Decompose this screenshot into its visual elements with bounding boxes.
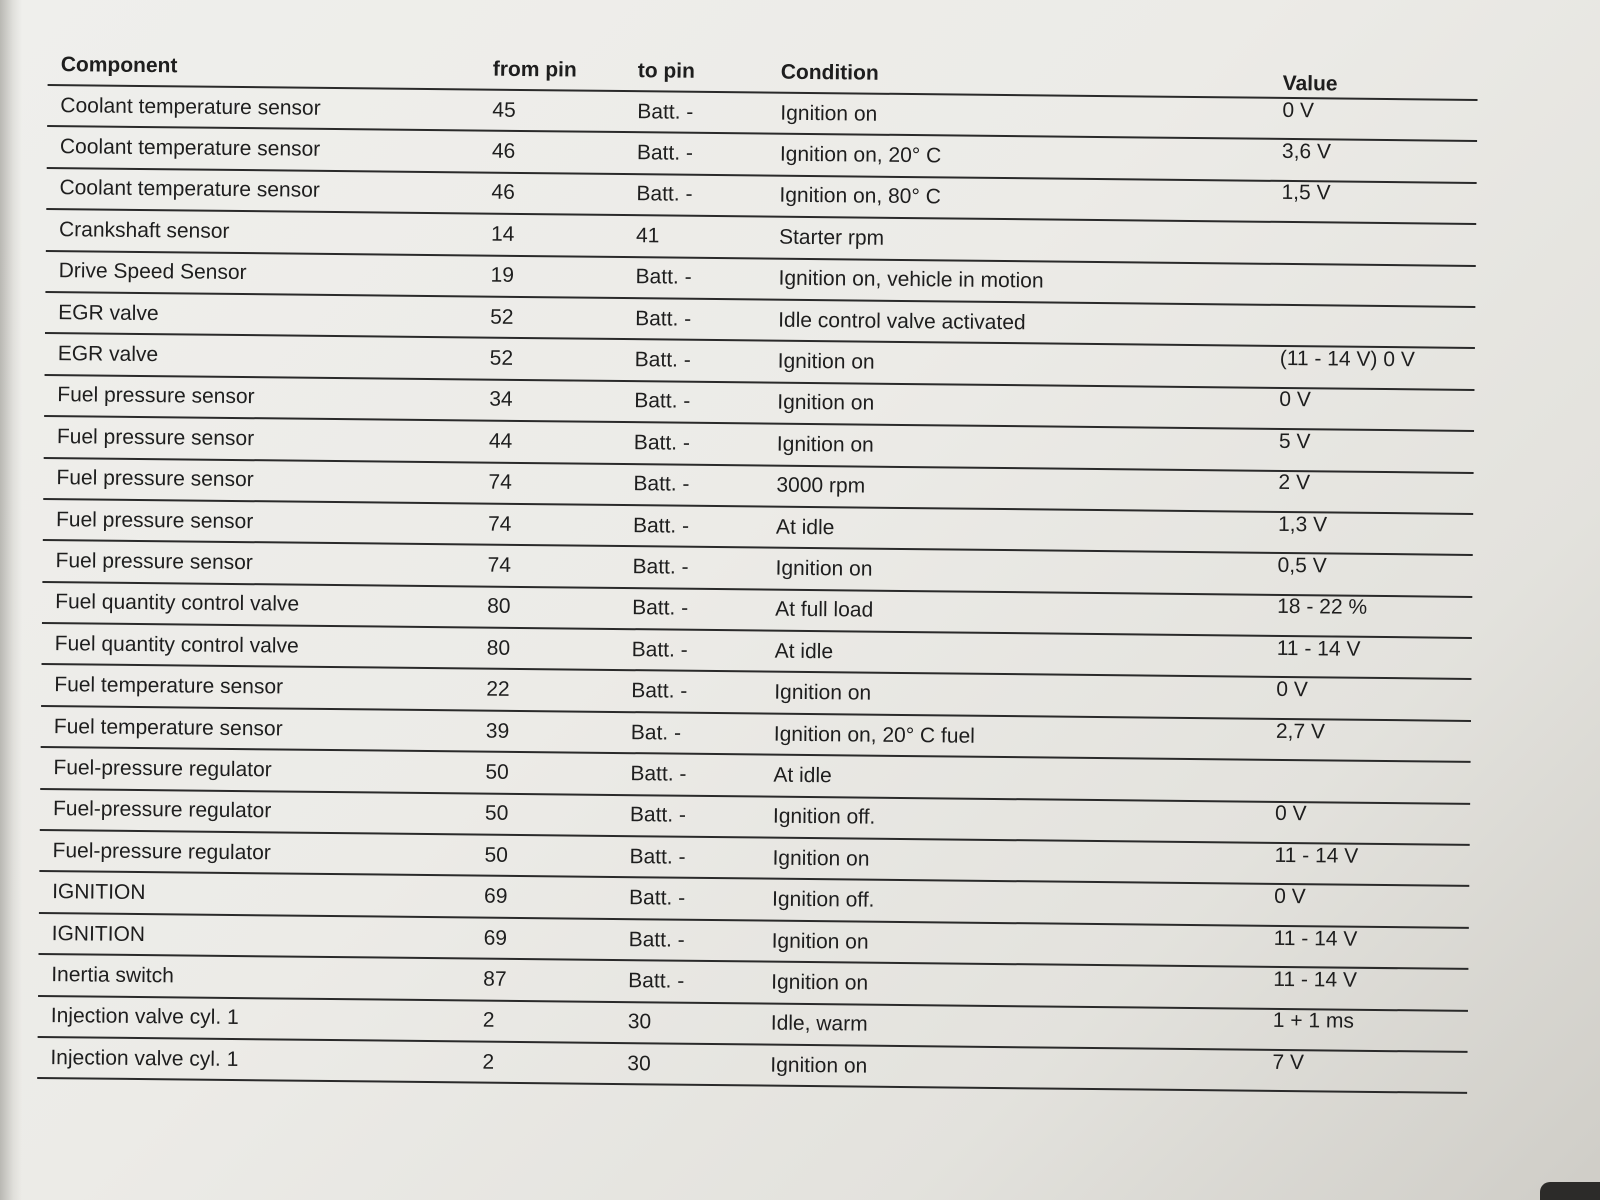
cell-component: Fuel pressure sensor <box>57 383 255 409</box>
page-shadow <box>0 0 22 1200</box>
cell-from-pin: 2 <box>482 1050 495 1074</box>
cell-component: Inertia switch <box>51 962 174 988</box>
header-to-pin: to pin <box>637 59 696 83</box>
cell-component: Fuel pressure sensor <box>55 507 254 533</box>
cell-to-pin: Batt. - <box>631 679 688 703</box>
cell-from-pin: 80 <box>487 595 511 619</box>
cell-to-pin: Bat. - <box>630 720 682 745</box>
pin-test-table <box>37 46 1478 1094</box>
cell-condition: 3000 rpm <box>776 473 866 498</box>
cell-to-pin: Batt. - <box>635 265 692 290</box>
cell-condition: Idle control valve activated <box>778 308 1026 334</box>
cell-condition: Idle, warm <box>770 1011 868 1036</box>
cell-condition: Ignition on <box>775 556 873 581</box>
cell-condition: Ignition on, 20° C <box>779 142 942 168</box>
cell-to-pin: Batt. - <box>628 969 685 993</box>
cell-condition: Ignition on <box>780 101 878 126</box>
cell-to-pin: Batt. - <box>635 306 692 331</box>
cell-condition: Ignition off. <box>772 804 876 830</box>
cell-component: Fuel pressure sensor <box>55 549 253 575</box>
cell-component: Crankshaft sensor <box>58 217 230 243</box>
cell-value: 0 V <box>1279 388 1312 412</box>
cell-to-pin: Batt. - <box>637 99 694 124</box>
cell-condition: Ignition on <box>774 680 872 705</box>
cell-from-pin: 50 <box>485 760 509 784</box>
cell-to-pin: Batt. - <box>633 472 690 496</box>
cell-from-pin: 74 <box>487 553 512 577</box>
cell-value: 0,5 V <box>1277 553 1327 578</box>
cell-from-pin: 39 <box>485 719 510 743</box>
cell-value: 7 V <box>1272 1050 1305 1074</box>
cell-value: 1 + 1 ms <box>1272 1009 1355 1034</box>
cell-to-pin: Batt. - <box>628 927 685 952</box>
cell-from-pin: 19 <box>490 263 515 288</box>
cell-condition: Ignition on <box>772 846 870 871</box>
cell-value: (11 - 14 V) 0 V <box>1279 346 1415 372</box>
cell-value <box>1271 235 1476 237</box>
cell-component: EGR valve <box>58 300 159 325</box>
cell-to-pin: Batt. - <box>630 762 687 786</box>
cell-to-pin: Batt. - <box>631 637 688 662</box>
cell-from-pin: 87 <box>483 967 507 991</box>
cell-to-pin: Batt. - <box>632 555 689 579</box>
cell-component: Fuel temperature sensor <box>53 714 283 741</box>
cell-value: 2,7 V <box>1275 719 1326 743</box>
cell-value: 11 - 14 V <box>1273 926 1358 951</box>
cell-component: Fuel pressure sensor <box>56 424 255 450</box>
cell-to-pin: Batt. - <box>636 141 694 165</box>
cell-condition: Ignition on <box>777 391 875 416</box>
cell-to-pin: 41 <box>635 224 660 248</box>
cell-component: Drive Speed Sensor <box>58 259 247 285</box>
cell-condition: Ignition on <box>777 349 875 374</box>
cell-from-pin: 80 <box>486 636 511 660</box>
background-corner <box>1540 1182 1600 1200</box>
cell-value: 3,6 V <box>1281 140 1332 164</box>
cell-component: Fuel-pressure regulator <box>52 797 272 823</box>
cell-component: Injection valve cyl. 1 <box>50 1045 239 1071</box>
cell-from-pin: 52 <box>490 305 514 329</box>
cell-value: 5 V <box>1278 429 1311 454</box>
cell-component: Fuel quantity control valve <box>54 631 299 658</box>
cell-from-pin: 52 <box>489 346 514 370</box>
cell-to-pin: Batt. - <box>634 348 691 372</box>
cell-value <box>1270 317 1475 319</box>
cell-value: 1,5 V <box>1281 181 1331 205</box>
cell-value: 11 - 14 V <box>1274 843 1359 868</box>
cell-condition: Ignition off. <box>771 887 875 912</box>
cell-to-pin: Batt. - <box>636 182 693 207</box>
cell-from-pin: 44 <box>488 429 513 453</box>
cell-from-pin: 45 <box>492 98 516 122</box>
cell-from-pin: 50 <box>484 843 509 867</box>
cell-to-pin: Batt. - <box>628 886 686 910</box>
cell-value: 0 V <box>1276 678 1308 702</box>
header-value: Value <box>1282 71 1338 96</box>
cell-value: 18 - 22 % <box>1277 595 1368 620</box>
cell-condition: At idle <box>775 515 835 539</box>
cell-condition: Ignition on, vehicle in motion <box>778 266 1044 293</box>
cell-component: EGR valve <box>57 342 159 367</box>
cell-component: Fuel-pressure regulator <box>53 756 272 782</box>
cell-from-pin: 74 <box>488 470 512 495</box>
cell-component: Coolant temperature sensor <box>60 93 321 120</box>
cell-condition: Ignition on <box>771 929 869 954</box>
cell-value: 0 V <box>1274 802 1307 826</box>
cell-from-pin: 22 <box>486 677 510 702</box>
cell-condition: Ignition on <box>771 970 869 995</box>
cell-from-pin: 46 <box>491 139 516 163</box>
cell-value: 11 - 14 V <box>1276 636 1361 661</box>
cell-component: Coolant temperature sensor <box>59 135 321 161</box>
cell-to-pin: 30 <box>627 1051 651 1076</box>
cell-component: Coolant temperature sensor <box>59 176 320 203</box>
cell-condition: Ignition on <box>770 1053 868 1078</box>
cell-component: Fuel quantity control valve <box>55 590 300 617</box>
cell-from-pin: 74 <box>487 512 512 536</box>
cell-value <box>1265 773 1470 775</box>
header-component: Component <box>60 53 178 78</box>
cell-to-pin: Batt. - <box>629 803 687 828</box>
cell-from-pin: 69 <box>483 926 508 950</box>
cell-from-pin: 14 <box>490 222 515 246</box>
cell-value: 0 V <box>1274 884 1306 909</box>
cell-from-pin: 2 <box>482 1008 495 1033</box>
cell-condition: Starter rpm <box>778 225 885 250</box>
cell-condition: At idle <box>773 763 832 788</box>
cell-condition: Ignition on, 20° C fuel <box>773 722 975 748</box>
cell-condition: Ignition on <box>776 432 874 457</box>
cell-component: Fuel-pressure regulator <box>52 838 271 865</box>
cell-from-pin: 69 <box>484 884 508 908</box>
header-condition: Condition <box>780 60 879 85</box>
cell-value: 11 - 14 V <box>1273 967 1358 992</box>
cell-value: 0 V <box>1282 98 1315 122</box>
cell-to-pin: Batt. - <box>632 596 689 621</box>
cell-component: Fuel temperature sensor <box>54 673 284 699</box>
table-body <box>37 86 1477 1094</box>
cell-from-pin: 46 <box>491 181 515 205</box>
cell-condition: At full load <box>775 598 874 623</box>
cell-component: IGNITION <box>51 921 146 946</box>
cell-value <box>1271 276 1476 278</box>
cell-component: Injection valve cyl. 1 <box>50 1004 239 1030</box>
cell-to-pin: Batt. - <box>629 844 686 869</box>
header-from-pin: from pin <box>492 57 577 82</box>
cell-to-pin: Batt. - <box>633 430 691 455</box>
cell-value: 1,3 V <box>1277 512 1328 537</box>
cell-condition: At idle <box>774 639 834 664</box>
cell-to-pin: 30 <box>627 1010 652 1034</box>
cell-condition: Ignition on, 80° C <box>779 184 941 209</box>
cell-from-pin: 50 <box>484 801 509 826</box>
cell-to-pin: Batt. - <box>632 513 690 538</box>
cell-value: 2 V <box>1278 471 1311 495</box>
cell-from-pin: 34 <box>489 388 513 412</box>
cell-component: IGNITION <box>52 880 146 905</box>
cell-component: Fuel pressure sensor <box>56 466 254 492</box>
cell-to-pin: Batt. - <box>634 389 691 414</box>
